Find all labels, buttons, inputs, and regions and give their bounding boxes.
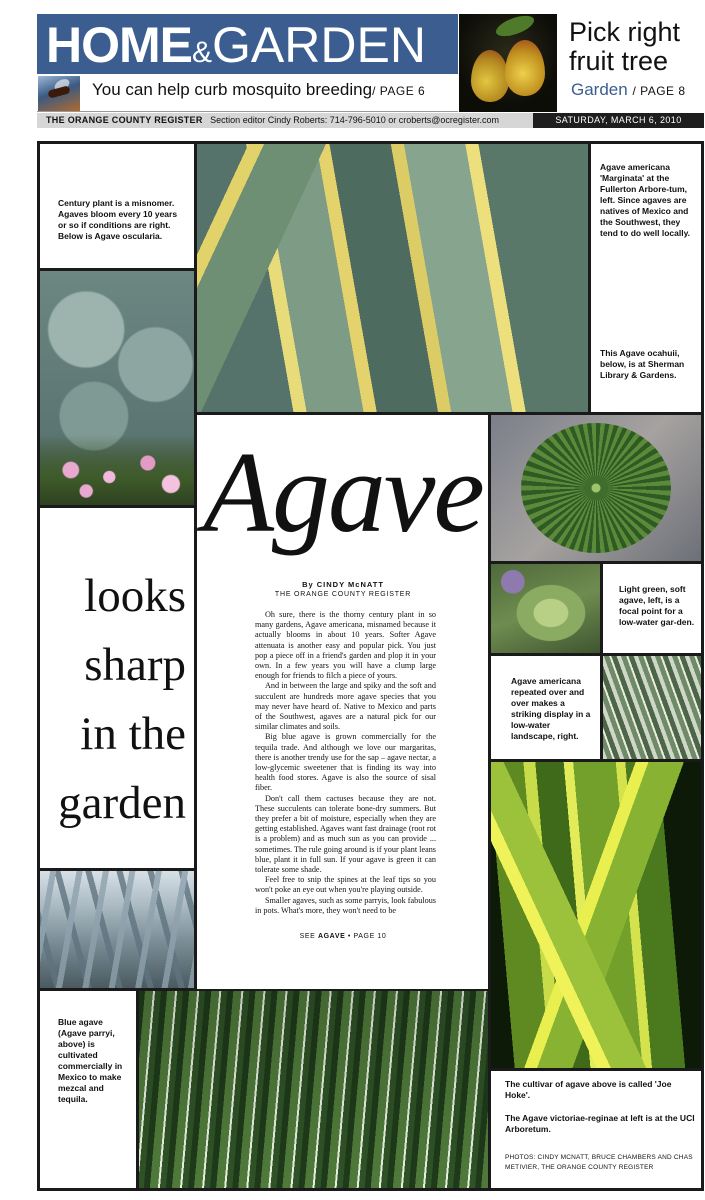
photo-soft-agave (491, 564, 600, 653)
photo-agave-oscularia (40, 271, 194, 505)
headline-title: Agave (203, 429, 483, 557)
article-paragraph: Big blue agave is grown commercially for the tequila trade. And although we love our margaritas, there is another trendy use for the sap – agave nectar, a low-glycemic sweetener that is finding its way into health food stores. Agave is also the source of sisal fiber. (255, 732, 436, 793)
pears-photo (459, 14, 557, 112)
teaser-fruit-page: / PAGE 8 (632, 84, 686, 98)
caption-blue: Blue agave (Agave parryi, above) is cultivated commercially in Mexico to make mezcal and tequila. (58, 1017, 123, 1104)
caption-marginata: Agave americana 'Marginata' at the Fullerton Arbore-tum, left. Since agaves are natives of Mexico and the Southwest, they tend to do well locally. (600, 162, 691, 238)
caption-panel-century (40, 144, 194, 268)
article-paragraph: Oh sure, there is the thorny century plant in so many gardens, Agave americana, misnamed because it actually blooms in about 10 years. Softer Agave attenuata is another easy and popular pick. You just pop a piece off in a friend's garden and plop it in your own. In a few years you will have a clump large enough for friends to filch a piece of yours. (255, 610, 436, 681)
caption-panel-repeated (491, 656, 600, 759)
headline-deck: looks sharp in the garden (58, 570, 186, 829)
caption-century: Century plant is a misnomer. Agaves bloom every 10 years or so if conditions are right. Below is Agave oscularia. (58, 198, 178, 241)
article-paragraph: Don't call them cactuses because they are not. These succulents can tolerate bone-dry summers. But they prefer a bit of moisture, especially when they are getting established. Agaves want fast drainage (root rot is a problem) and as much sun as you can provide ... sometimes. The rule going around is if your plant leans blue, plant it in full sun. If your agave is green it can tolerate some shade. (255, 793, 436, 875)
masthead-title (46, 14, 426, 74)
teaser-mosquito-text: You can help curb mosquito breeding (92, 80, 373, 99)
photo-agave-americana-repeated (603, 656, 701, 759)
article-paragraph: Feel free to snip the spines at the leaf tips so you won't poke an eye out when you're playing outside. (255, 875, 436, 895)
caption-panel-bottom (491, 1071, 701, 1188)
masthead-home: HOME (46, 17, 192, 73)
photo-credits: PHOTOS: CINDY MCNATT, BRUCE CHAMBERS AND CHAS METIVIER, THE ORANGE COUNTY REGISTER (505, 1154, 693, 1171)
caption-panel-soft (603, 564, 701, 653)
teaser-fruit-section-name: Garden (571, 80, 628, 99)
issue-date: SATURDAY, MARCH 6, 2010 (533, 113, 704, 128)
article-body (255, 610, 436, 916)
mosquito-photo (38, 76, 80, 111)
photo-agave-joe-hoke (491, 762, 701, 1068)
masthead-amp: & (192, 36, 213, 69)
byline-org: THE ORANGE COUNTY REGISTER (274, 591, 412, 598)
caption-repeated: Agave americana repeated over and over makes a striking display in a low-water landscape, right. (511, 676, 591, 741)
section-editor: Section editor Cindy Roberts: 714-796-5010 or croberts@ocregister.com (210, 115, 499, 125)
photo-agave-marginata (197, 144, 588, 412)
info-left (46, 114, 499, 127)
teaser-fruit-section (571, 80, 686, 100)
paper-name: THE ORANGE COUNTY REGISTER (46, 115, 203, 125)
photo-agave-victoriae-reginae (139, 991, 488, 1188)
teaser-mosquito[interactable] (92, 80, 425, 100)
photo-agave-parryi (40, 871, 194, 988)
byline (198, 580, 488, 589)
caption-joe-hoke: The cultivar of agave above is called 'Joe Hoke'. (505, 1079, 672, 1100)
caption-panel-blue (40, 991, 136, 1188)
caption-panel-marginata (591, 144, 701, 412)
article-paragraph: And in between the large and spiky and the soft and succulent are hundreds more agave species that you may never have heard of. Native to Mexico and parts of the Southwest, agaves are a natural pick for our similar climates and soils. (255, 681, 436, 732)
byline-prefix: By (302, 580, 314, 589)
byline-name: CINDY McNATT (316, 580, 384, 589)
caption-soft: Light green, soft agave, left, is a focal point for a low-water gar-den. (619, 584, 695, 627)
jump-line[interactable] (198, 933, 488, 940)
article-paragraph: Smaller agaves, such as some parryis, look fabulous in pots. What's more, they won't need to be (255, 895, 436, 915)
teaser-mosquito-page: / PAGE 6 (372, 84, 426, 98)
jump-keyword: AGAVE (317, 933, 346, 940)
caption-victoria: The Agave victoriae-reginae at left is at the UCI Arboretum. (505, 1113, 695, 1134)
jump-prefix: SEE (299, 933, 316, 940)
jump-page: • PAGE 10 (347, 933, 387, 940)
caption-ocahui: This Agave ocahuii, below, is at Sherman Library & Gardens. (600, 348, 685, 380)
masthead-garden: GARDEN (212, 17, 426, 73)
photo-agave-ocahui (491, 415, 701, 561)
teaser-fruit-title[interactable]: Pick right fruit tree (569, 17, 681, 76)
